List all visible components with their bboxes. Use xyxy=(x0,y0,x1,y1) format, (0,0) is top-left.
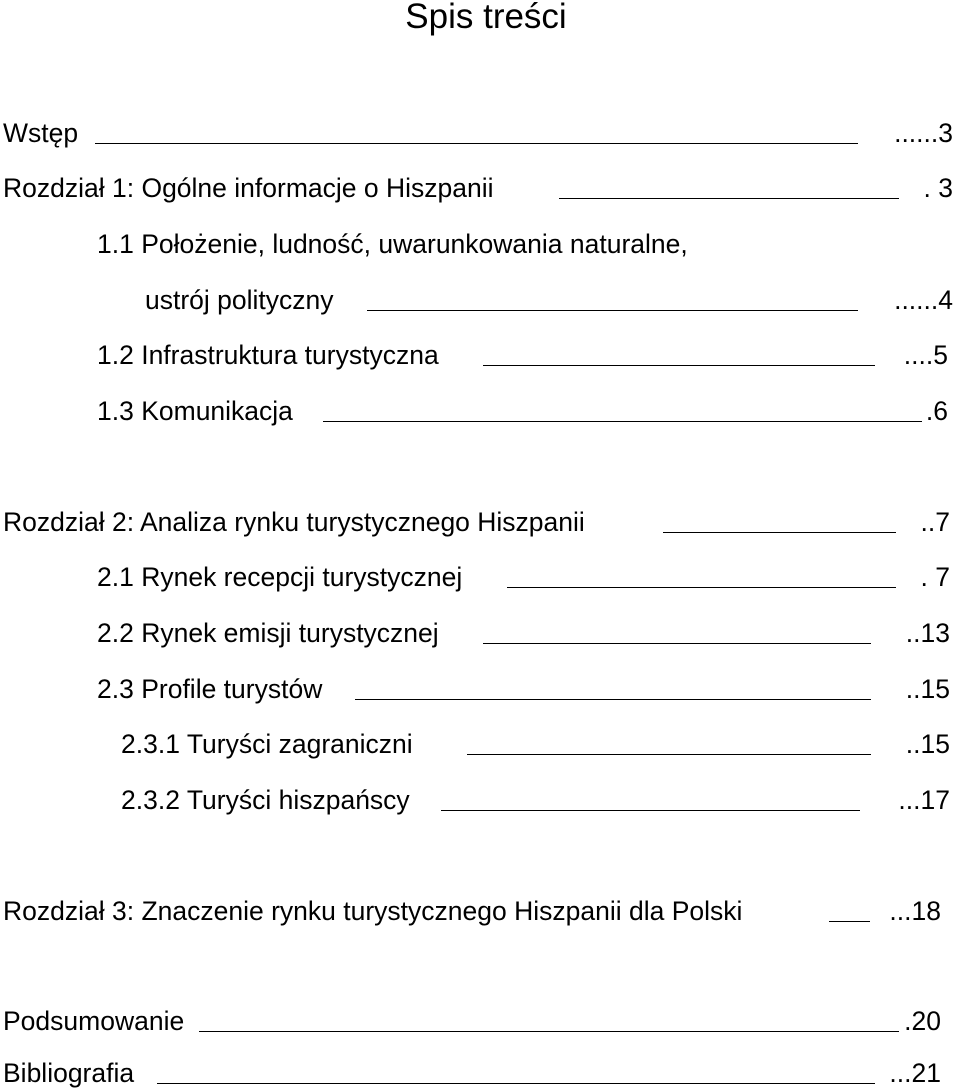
toc-entry-page: ..7 xyxy=(920,507,950,537)
toc-entry-page: ...18 xyxy=(889,896,941,926)
toc-leader xyxy=(355,674,871,704)
toc-leader xyxy=(367,285,858,315)
toc-entry-page: ..15 xyxy=(905,729,950,759)
toc-entry-label: Rozdział 2: Analiza rynku turystycznego Hiszpanii xyxy=(3,507,585,537)
toc-entry-label: 2.2 Rynek emisji turystycznej xyxy=(97,618,439,648)
toc-entry-page: ....5 xyxy=(903,340,948,370)
toc-entry-page: . 7 xyxy=(920,562,950,592)
toc-entry-page: .20 xyxy=(904,1006,941,1036)
toc-entry-page: ..13 xyxy=(905,618,950,648)
toc-entry-page: ......4 xyxy=(894,285,953,315)
toc-entry-page: ..15 xyxy=(905,674,950,704)
toc-leader xyxy=(157,1058,875,1088)
toc-entry-label: ustrój polityczny xyxy=(145,285,334,315)
toc-leader xyxy=(483,340,875,370)
toc-entry-page: ...17 xyxy=(898,785,950,815)
toc-entry-label: 1.3 Komunikacja xyxy=(97,396,293,426)
toc-leader xyxy=(95,118,858,148)
toc-entry-label: 2.3.2 Turyści hiszpańscy xyxy=(121,785,410,815)
toc-entry-label: 2.3 Profile turystów xyxy=(97,674,323,704)
page-title: Spis treści xyxy=(405,0,567,36)
toc-leader xyxy=(663,507,896,537)
toc-entry-label: 2.3.1 Turyści zagraniczni xyxy=(121,729,413,759)
toc-entry-label: Rozdział 1: Ogólne informacje o Hiszpanii xyxy=(3,173,494,203)
toc-entry-page: ...21 xyxy=(889,1058,941,1088)
toc-entry-label: 1.1 Położenie, ludność, uwarunkowania naturalne, xyxy=(97,229,688,259)
toc-entry-page: ......3 xyxy=(894,118,953,148)
toc-leader xyxy=(323,396,922,426)
toc-leader xyxy=(441,785,860,815)
toc-entry-label: Rozdział 3: Znaczenie rynku turystycznego Hiszpanii dla Polski xyxy=(3,896,743,926)
toc-leader xyxy=(507,562,896,592)
toc-entry-label: 1.2 Infrastruktura turystyczna xyxy=(97,340,439,370)
toc-entry-label: Bibliografia xyxy=(3,1058,135,1088)
toc-entry-page: .6 xyxy=(925,396,948,426)
toc-entry-label: 2.1 Rynek recepcji turystycznej xyxy=(97,562,463,592)
toc-entry-label: Wstęp xyxy=(3,118,79,148)
toc-leader xyxy=(559,173,899,203)
toc-leader xyxy=(467,729,871,759)
toc-leader xyxy=(483,618,871,648)
toc-leader xyxy=(199,1006,899,1036)
toc-entry-label: Podsumowanie xyxy=(3,1006,185,1036)
toc-leader xyxy=(829,896,870,926)
toc-entry-page: . 3 xyxy=(923,173,953,203)
